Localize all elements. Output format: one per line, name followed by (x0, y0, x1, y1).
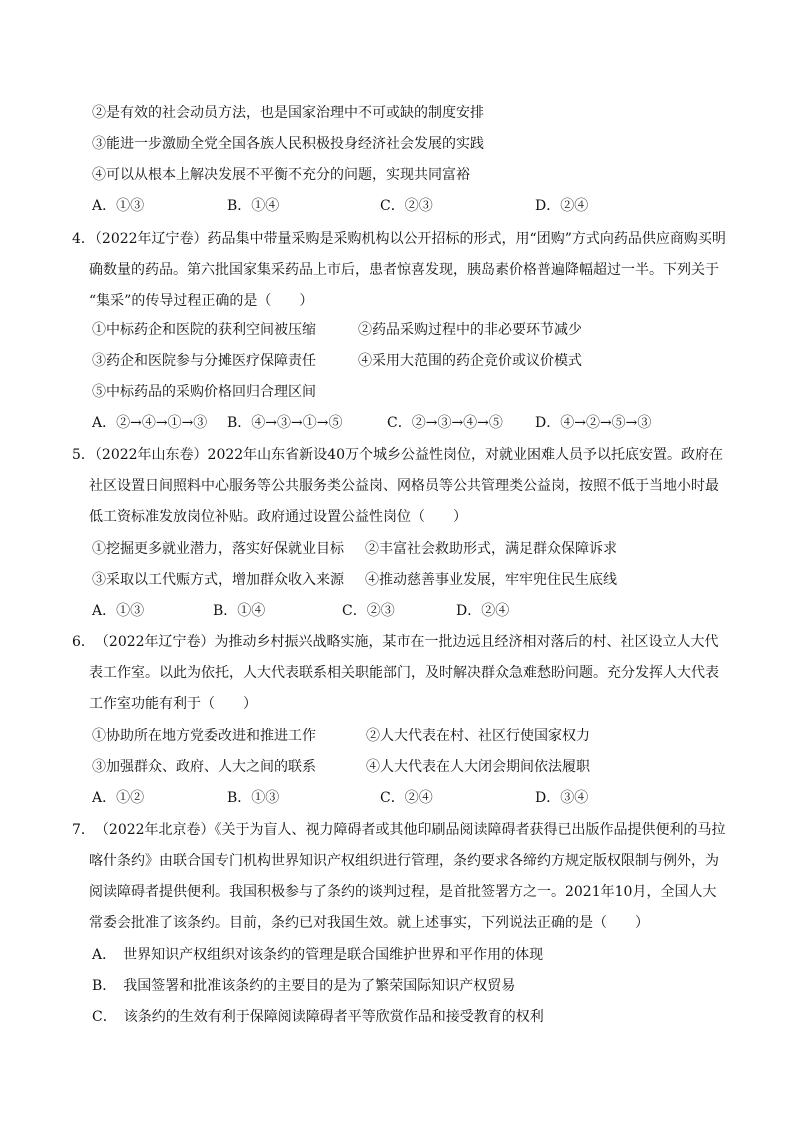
q5-stem-line-1: 5．（2022年山东卷）2022年山东省新设40万个城乡公益性岗位，对就业困难人员予以托底安置。政府在 (72, 447, 723, 463)
q3-item-2: ②是有效的社会动员方法，也是国家治理中不可或缺的制度安排 (92, 105, 484, 121)
q5-option-d[interactable]: D．②④ (456, 603, 510, 619)
q3-option-b[interactable]: B．①④ (227, 198, 280, 214)
q6-item-3: ③加强群众、政府、人大之间的联系 (92, 759, 316, 775)
q4-stem-line-1: 4．（2022年辽宁卷）药品集中带量采购是采购机构以公开招标的形式，用“团购”方式向药品供应商购买明 (72, 231, 726, 247)
q6-option-b[interactable]: B．①③ (227, 790, 280, 806)
q3-option-a[interactable]: A．①③ (92, 198, 145, 214)
q4-item-5: ⑤中标药品的采购价格回归合理区间 (92, 384, 316, 400)
q4-item-2: ②药品采购过程中的非必要环节减少 (358, 322, 582, 338)
q6-item-1: ①协助所在地方党委改进和推进工作 (92, 728, 316, 744)
q4-item-4: ④采用大范围的药企竞价或议价模式 (358, 353, 582, 369)
q5-stem-line-3: 低工资标准发放岗位补贴。政府通过设置公益性岗位（ ） (89, 509, 467, 525)
q7-stem-line-1: 7． （2022年北京卷）《关于为盲人、视力障碍者或其他印刷品阅读障碍者获得已出版作品提供便利的马拉 (72, 822, 726, 838)
q3-item-4: ④可以从根本上解决发展不平衡不充分的问题，实现共同富裕 (92, 167, 470, 183)
q5-stem-line-2: 社区设置日间照料中心服务等公共服务类公益岗、网格员等公共管理类公益岗，按照不低于当地小时最 (89, 478, 719, 494)
q5-option-a[interactable]: A．①③ (92, 603, 145, 619)
q7-stem-line-4: 常委会批准了该条约。目前，条约已对我国生效。就上述事实，下列说法正确的是（ ） (89, 915, 649, 931)
q6-option-d[interactable]: D．③④ (535, 790, 589, 806)
q5-item-4: ④推动慈善事业发展，牢牢兜住民生底线 (365, 572, 617, 588)
q3-option-c[interactable]: C．②③ (380, 198, 433, 214)
q7-option-b[interactable]: B． 我国签署和批准该条约的主要目的是为了繁荣国际知识产权贸易 (92, 978, 516, 994)
q5-item-2: ②丰富社会救助形式，满足群众保障诉求 (365, 541, 617, 557)
q5-item-1: ①挖掘更多就业潜力，落实好保就业目标 (92, 541, 344, 557)
q4-option-d[interactable]: D．④→②→⑤→③ (535, 415, 652, 431)
q5-item-3: ③采取以工代赈方式，增加群众收入来源 (92, 572, 344, 588)
q6-option-c[interactable]: C．②④ (380, 790, 433, 806)
q7-stem-line-2: 喀什条约》由联合国专门机构世界知识产权组织进行管理，条约要求各缔约方规定版权限制与例外，为 (89, 853, 719, 869)
q4-stem-line-2: 确数量的药品。第六批国家集采药品上市后，患者惊喜发现，胰岛素价格普遍降幅超过一半。下列关于 (89, 262, 719, 278)
q6-stem-line-2: 表工作室。以此为依托，人大代表联系相关职能部门，及时解决群众急难愁盼问题。充分发挥人大代表 (89, 665, 719, 681)
q7-option-a[interactable]: A． 世界知识产权组织对该条约的管理是联合国维护世界和平作用的体现 (92, 947, 544, 963)
q3-item-3: ③能进一步激励全党全国各族人民积极投身经济社会发展的实践 (92, 136, 484, 152)
q4-stem-line-3: “集采”的传导过程正确的是（ ） (89, 293, 314, 309)
q5-option-b[interactable]: B．①④ (213, 603, 266, 619)
q6-stem-line-3: 工作室功能有利于（ ） (89, 696, 257, 712)
q7-option-c[interactable]: C． 该条约的生效有利于保障阅读障碍者平等欣赏作品和接受教育的权利 (92, 1009, 544, 1025)
q6-item-2: ②人大代表在村、社区行使国家权力 (366, 728, 590, 744)
q3-option-d[interactable]: D．②④ (535, 198, 589, 214)
q6-option-a[interactable]: A．①② (92, 790, 145, 806)
q4-option-a[interactable]: A．②→④→①→③ (92, 415, 208, 431)
q4-option-b[interactable]: B．④→③→①→⑤ (227, 415, 343, 431)
q4-item-3: ③药企和医院参与分摊医疗保障责任 (92, 353, 316, 369)
q4-item-1: ①中标药企和医院的获利空间被压缩 (92, 322, 316, 338)
q4-option-c[interactable]: C．②→③→④→⑤ (387, 415, 503, 431)
q6-item-4: ④人大代表在人大闭会期间依法履职 (366, 759, 590, 775)
q7-stem-line-3: 阅读障碍者提供便利。我国积极参与了条约的谈判过程，是首批签署方之一。2021年10月，全国人大 (89, 884, 717, 900)
q5-option-c[interactable]: C．②③ (342, 603, 395, 619)
q6-stem-line-1: 6． （2022年辽宁卷）为推动乡村振兴战略实施，某市在一批边远且经济相对落后的村、社区设立人大代 (72, 634, 719, 650)
